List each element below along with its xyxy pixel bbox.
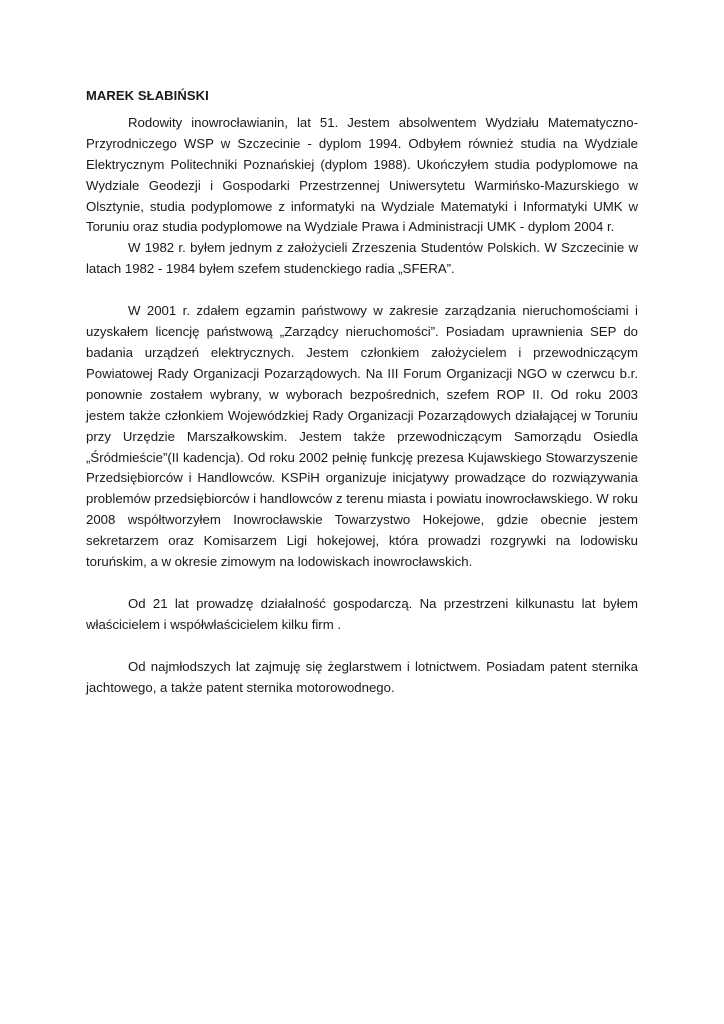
document-title: MAREK SŁABIŃSKI bbox=[86, 88, 209, 103]
paragraph-education: Rodowity inowrocławianin, lat 51. Jestem absolwentem Wydziału Matematyczno-Przyrodniczego WSP w Szczecinie - dyplom 1994. Odbyłem również studia na Wydziale Elektrycznym Politechniki Poznańskiej (dyplom 1988). Ukończyłem studia podyplomowe na Wydziale Geodezji i Gospodarki Przestrzennej Uniwersytetu Warmińsko-Mazurskiego w Olsztynie, studia podyplomowe z informatyki na Wydziale Matematyki i Informatyki UMK w Toruniu oraz studia podyplomowe na Wydziale Prawa i Administracji UMK - dyplom 2004 r. bbox=[86, 114, 638, 235]
paragraph-business: Od 21 lat prowadzę działalność gospodarczą. Na przestrzeni kilkunastu lat byłem właścicielem i współwłaścicielem kilku firm . bbox=[86, 595, 638, 632]
paragraph-student-activity: W 1982 r. byłem jednym z założycieli Zrzeszenia Studentów Polskich. W Szczecinie w latach 1982 - 1984 byłem szefem studenckiego radia „SFERA”. bbox=[86, 240, 638, 277]
paragraph-hobbies: Od najmłodszych lat zajmuję się żeglarstwem i lotnictwem. Posiadam patent sternika jachtowego, a także patent sternika motorowodnego. bbox=[86, 658, 638, 695]
paragraph-spacer bbox=[86, 280, 638, 301]
paragraph-spacer bbox=[86, 573, 638, 594]
paragraph-spacer bbox=[86, 636, 638, 657]
document-body bbox=[86, 86, 638, 699]
paragraph-professional: W 2001 r. zdałem egzamin państwowy w zakresie zarządzania nieruchomościami i uzyskałem licencję państwową „Zarządcy nieruchomości”. Posiadam uprawnienia SEP do badania urządzeń elektrycznych. Jestem członkiem założycielem i przewodniczącym Powiatowej Rady Organizacji Pozarządowych. Na III Forum Organizacji NGO w czerwcu b.r. ponownie zostałem wybrany, w wyborach bezpośrednich, szefem ROP II. Od roku 2003 jestem także członkiem Wojewódzkiej Rady Organizacji Pozarządowych działającej w Toruniu przy Urzędzie Marszałkowskim. Jestem także przewodniczącym Samorządu Osiedla „Śródmieście”(II kadencja). Od roku 2002 pełnię funkcję prezesa Kujawskiego Stowarzyszenie Przedsiębiorców i Handlowców. KSPiH organizuje inicjatywy prowadzące do rozwiązywania problemów przedsiębiorców i handlowców z terenu miasta i powiatu inowrocławskiego. W roku 2008 współtworzyłem Inowrocławskie Towarzystwo Hokejowe, gdzie obecnie jestem sekretarzem oraz Komisarzem Ligi hokejowej, która prowadzi rozgrywki na lodowisku toruńskim, a w okresie zimowym na lodowiskach inowrocławskich. bbox=[86, 303, 638, 570]
